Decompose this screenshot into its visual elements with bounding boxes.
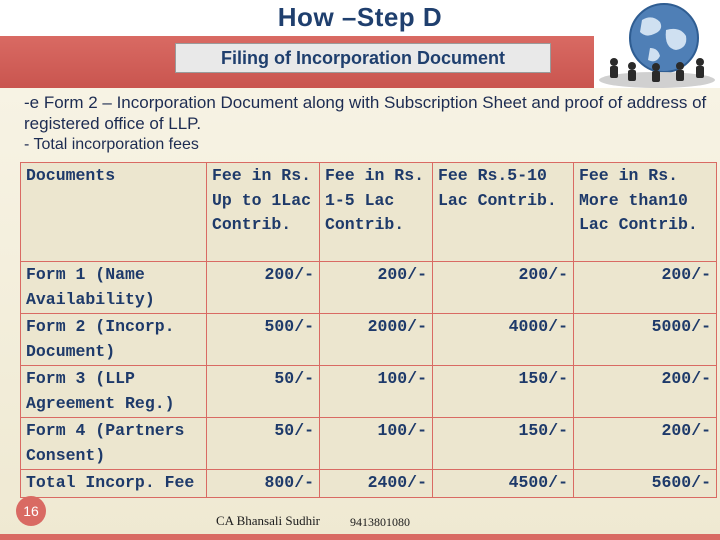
globe-business-icon	[594, 0, 720, 92]
table-row-total	[21, 470, 717, 498]
table-row	[21, 366, 717, 418]
fee-table	[20, 162, 717, 498]
intro-text: -e Form 2 – Incorporation Document along with Subscription Sheet and proof of address of registered office of LLP.	[24, 93, 707, 133]
cell-value: 4000/-	[433, 314, 574, 366]
cell-value: 200/-	[574, 418, 717, 470]
header-fee-1-5lac: Fee in Rs. 1-5 Lac Contrib.	[320, 163, 433, 262]
header-fee-more-10lac: Fee in Rs. More than10 Lac Contrib.	[574, 163, 717, 262]
row-label: Form 1 (Name Availability)	[21, 262, 207, 314]
table-header-row	[21, 163, 717, 262]
page-title: How –Step D	[277, 2, 443, 32]
cell-value: 800/-	[207, 470, 320, 498]
page-number: 16	[16, 496, 46, 526]
header-fee-5-10lac: Fee Rs.5-10 Lac Contrib.	[433, 163, 574, 262]
cell-value: 2000/-	[320, 314, 433, 366]
header-documents: Documents	[21, 163, 207, 262]
bottom-strip	[0, 534, 720, 540]
cell-value: 200/-	[433, 262, 574, 314]
row-label: Form 3 (LLP Agreement Reg.)	[21, 366, 207, 418]
cell-value: 200/-	[574, 262, 717, 314]
cell-value: 5600/-	[574, 470, 717, 498]
table-row	[21, 314, 717, 366]
footer-phone: 9413801080	[350, 515, 410, 529]
cell-value: 500/-	[207, 314, 320, 366]
cell-value: 200/-	[574, 366, 717, 418]
cell-value: 50/-	[207, 418, 320, 470]
cell-value: 50/-	[207, 366, 320, 418]
cell-value: 5000/-	[574, 314, 717, 366]
row-label: Form 2 (Incorp. Document)	[21, 314, 207, 366]
cell-value: 150/-	[433, 366, 574, 418]
cell-value: 150/-	[433, 418, 574, 470]
row-label: Total Incorp. Fee	[21, 470, 207, 498]
cell-value: 200/-	[320, 262, 433, 314]
cell-value: 4500/-	[433, 470, 574, 498]
subtitle: Filing of Incorporation Document	[175, 43, 551, 73]
cell-value: 200/-	[207, 262, 320, 314]
fees-heading: - Total incorporation fees	[24, 136, 199, 153]
header-fee-upto-1lac: Fee in Rs. Up to 1Lac Contrib.	[207, 163, 320, 262]
cell-value: 100/-	[320, 366, 433, 418]
content-area	[0, 88, 720, 540]
table-row	[21, 418, 717, 470]
row-label: Form 4 (Partners Consent)	[21, 418, 207, 470]
cell-value: 2400/-	[320, 470, 433, 498]
table-row	[21, 262, 717, 314]
footer-author: CA Bhansali Sudhir	[216, 513, 321, 528]
cell-value: 100/-	[320, 418, 433, 470]
